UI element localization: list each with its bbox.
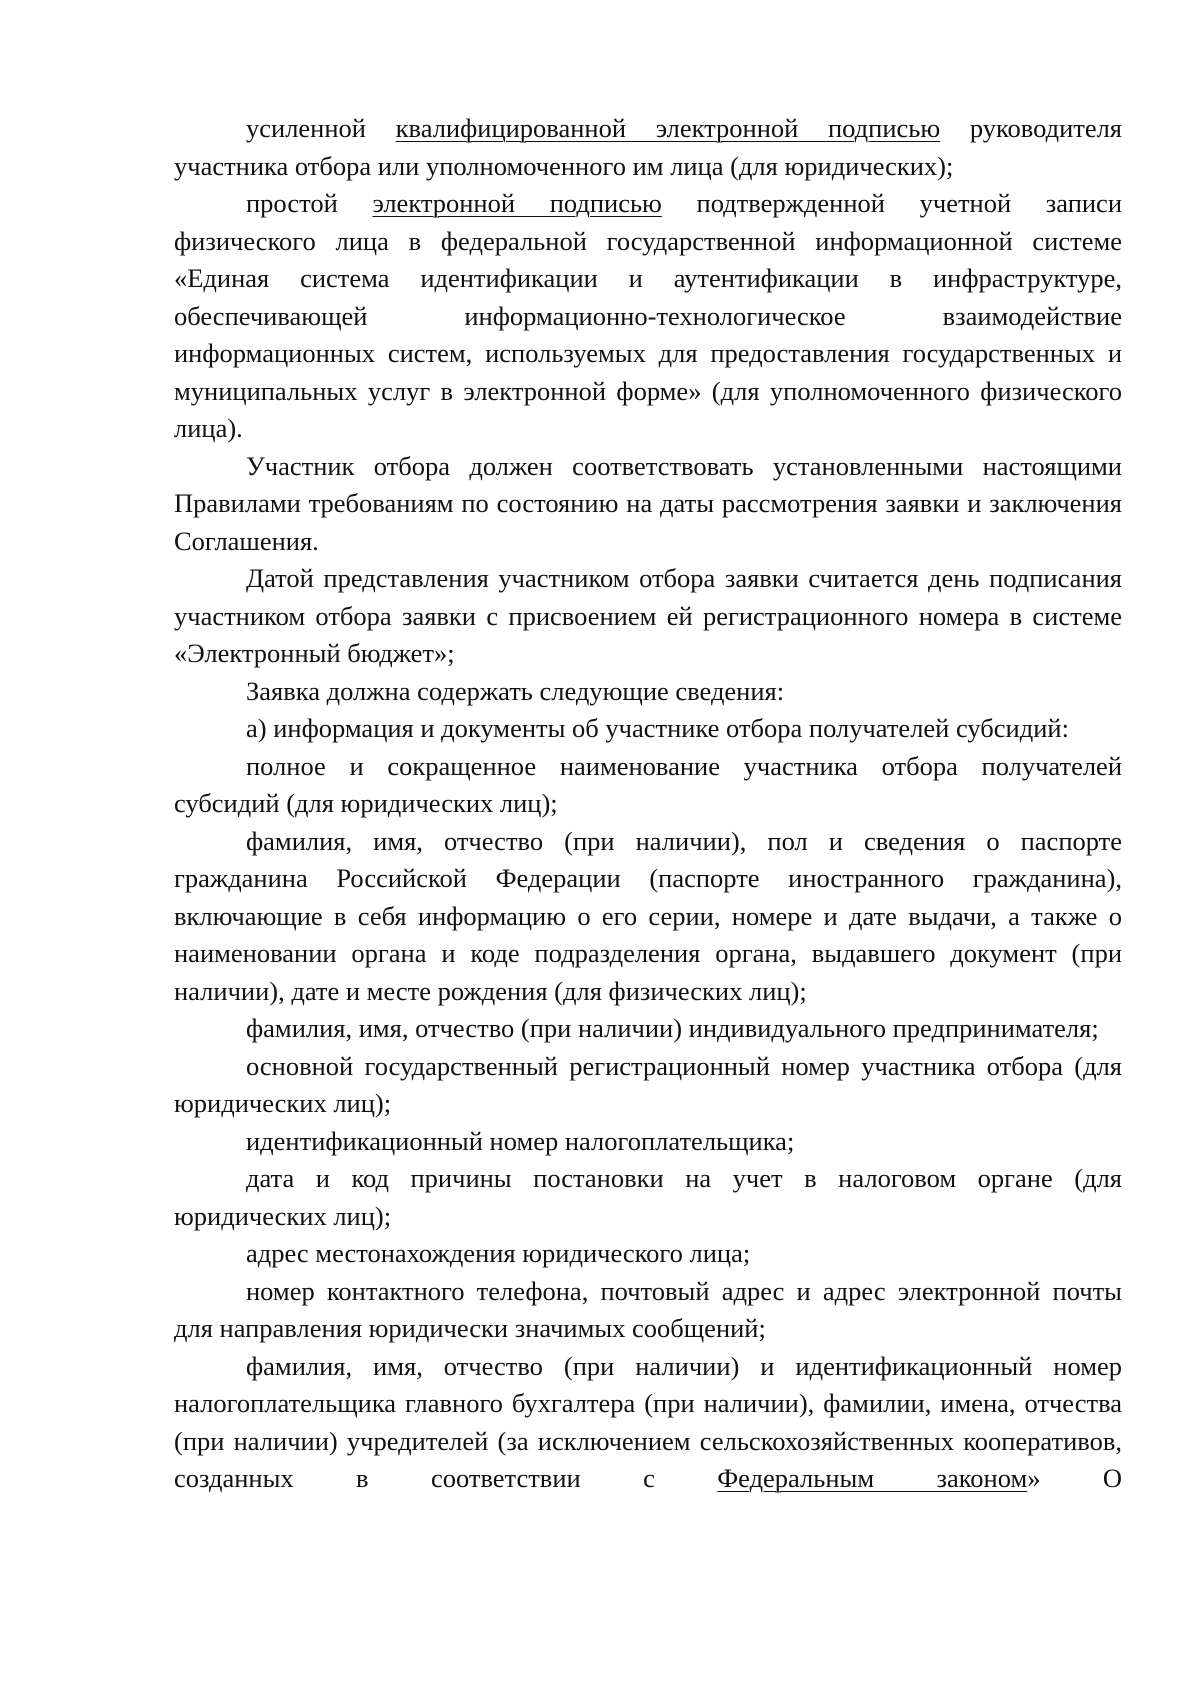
paragraph-text: Датой представления участником отбора заявки считается день подписания участником отбора заявки с присвоением ей регистрационного номера в системе «Электронный бюджет»; [174, 563, 1122, 668]
paragraph-text: полное и сокращенное наименование участника отбора получателей субсидий (для юридических лиц); [174, 750, 1122, 818]
paragraph-text: номер контактного телефона, почтовый адрес и адрес электронной почты для направления юридически значимых сообщений; [174, 1275, 1122, 1343]
hyperlink[interactable]: электронной подписью [372, 188, 662, 218]
paragraph [174, 1235, 1122, 1273]
paragraph [174, 673, 1122, 711]
hyperlink[interactable]: квалифицированной электронной подписью [395, 113, 941, 143]
paragraph-text: адрес местонахождения юридического лица; [246, 1238, 751, 1268]
paragraph [174, 710, 1122, 748]
paragraph-text: фамилия, имя, отчество (при наличии) и идентификационный номер налогоплательщика главного бухгалтера (при наличии), фамилии, имена, отчества (при наличии) учредителей (за исключением сельскохозяйственных кооперативов, созданных в соответствии с [174, 1350, 1122, 1493]
paragraph-text: дата и код причины постановки на учет в налоговом органе (для юридических лиц); [174, 1163, 1122, 1231]
paragraph-text: усиленной [246, 113, 396, 143]
paragraph-text: подтвержденной учетной записи физического лица в федеральной государственной информационной системе «Единая система идентификации и аутентификации в инфраструктуре, обеспечивающей информационно-технологическое взаимодействие информационных систем, используемых для предоставления государственных и муниципальных услуг в электронной форме» (для уполномоченного физического лица). [174, 188, 1122, 443]
paragraph [174, 560, 1122, 673]
paragraph-text: фамилия, имя, отчество (при наличии) индивидуального предпринимателя; [246, 1013, 1099, 1043]
document-page [174, 110, 1122, 1498]
paragraph [174, 1273, 1122, 1348]
paragraph [174, 1010, 1122, 1048]
paragraph-text: а) информация и документы об участнике отбора получателей субсидий: [246, 713, 1069, 743]
paragraph-text: фамилия, имя, отчество (при наличии), пол и сведения о паспорте гражданина Российской Федерации (паспорте иностранного гражданина), включающие в себя информацию о его серии, номере и дате выдачи, а также о наименовании органа и коде подразделения органа, выдавшего документ (при наличии), дате и месте рождения (для физических лиц); [174, 825, 1122, 1006]
paragraph [174, 1160, 1122, 1235]
paragraph [174, 1348, 1122, 1498]
paragraph [174, 1123, 1122, 1161]
paragraph [174, 448, 1122, 561]
paragraph-text: простой [246, 188, 373, 218]
paragraph-text: Заявка должна содержать следующие сведения: [246, 675, 785, 706]
paragraph [174, 185, 1122, 448]
paragraph-text: основной государственный регистрационный номер участника отбора (для юридических лиц); [174, 1050, 1122, 1118]
paragraph-text: руководителя участника отбора или уполномоченного им лица (для юридических); [174, 113, 1122, 181]
paragraph-text: Участник отбора должен соответствовать установленными настоящими Правилами требованиям по состоянию на даты рассмотрения заявки и заключения Соглашения. [174, 450, 1122, 556]
paragraph [174, 1048, 1122, 1123]
paragraph-text: идентификационный номер налогоплательщика; [246, 1125, 795, 1156]
paragraph [174, 748, 1122, 823]
hyperlink[interactable]: Федеральным законом [717, 1463, 1028, 1493]
paragraph [174, 110, 1122, 185]
paragraph-text: » О [1027, 1463, 1122, 1493]
paragraph [174, 823, 1122, 1011]
